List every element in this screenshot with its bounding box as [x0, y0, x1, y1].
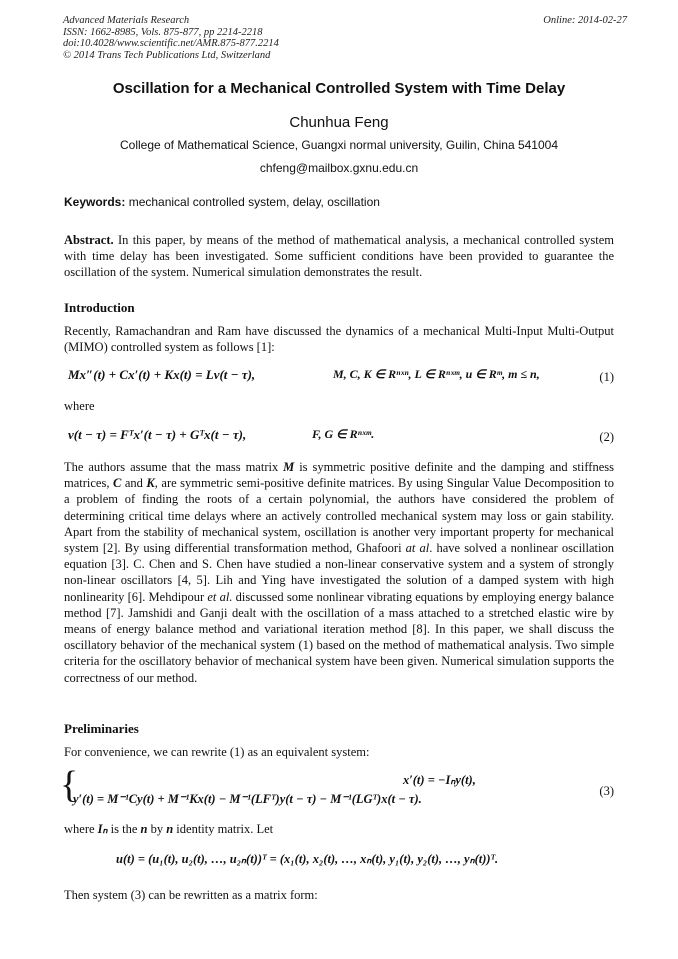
symbol-n-1: n: [140, 822, 148, 836]
equation-3-brace: {: [60, 764, 79, 806]
equation-1-number: (1): [599, 370, 614, 384]
p2-etal-1: at al: [405, 541, 430, 556]
equation-3-number: (3): [599, 784, 614, 798]
p2-text-f: discussed some nonlinear vibrating equations by employing energy balance method [7]. Jamshidi and Ganji dealt with the oscillation of a mass attached to a stretched elastic wire by means of energy balance method and variational iteration method [8]. In this paper, we shall discuss the oscillatory behavior of the mechanical system (1) based on the method of mathematical analysis. Two simple criteria for the oscillatory behavior of mechanical system have been given. Numerical simulation supports the correctness of our method.: [64, 589, 614, 685]
symbol-C: C: [112, 476, 122, 491]
doi-line: doi:10.4028/www.scientific.net/AMR.875-877.2214: [63, 38, 279, 49]
equation-3-line-1: x′(t) = −Iₙy(t),: [403, 773, 476, 787]
abstract-text: In this paper, by means of the method of mathematical analysis, a mechanical controlled system with time delay has been investigated. Some sufficient conditions have been provided to guarantee the oscillation of the system. Numerical simulation demonstrates the result.: [64, 233, 614, 280]
author-name: Chunhua Feng: [289, 114, 389, 131]
p2-text-d: , are symmetric semi-positive definite matrices. By using Singular Value Decomposition to a problem of finding the roots of a certain polynomial, the authors have considered the problem of determining critical time delays where an actively controlled mechanical system may loss or gain stability. Apart from the stability of mechanical system, oscillation is another very important property for mechanical system [2]. By using differential transformation method, Ghafoori: [64, 476, 614, 556]
preliminaries-last-line: Then system (3) can be rewritten as a matrix form:: [64, 888, 318, 902]
p2-text-e: . have solved a nonlinear oscillation equation [3]. C. Chen and S. Chen have studied a non-linear conservative system and a system of strongly non-linear oscillators [4, 5]. Lih and Ying have investigated the solution of a damped system with high nonlinearity [6]. Mehdipour: [64, 541, 614, 604]
author-email: chfeng@mailbox.gxnu.edu.cn: [259, 161, 419, 175]
equation-u: u(t) = (u₁(t), u₂(t), …, u₂ₙ(t))ᵀ = (x₁(t), x₂(t), …, xₙ(t), y₁(t), y₂(t), …, yₙ(t))ᵀ.: [116, 852, 499, 866]
where-a: where: [64, 822, 98, 836]
symbol-n-2: n: [166, 822, 174, 836]
introduction-heading: Introduction: [64, 300, 135, 315]
copyright-line: © 2014 Trans Tech Publications Ltd, Switzerland: [63, 49, 271, 61]
equation-2: v(t − τ) = Fᵀx′(t − τ) + Gᵀx(t − τ),: [68, 427, 247, 442]
abstract-label: Abstract.: [64, 233, 114, 247]
journal-header: [63, 15, 279, 61]
online-date: Online: 2014-02-27: [543, 15, 627, 26]
intro-paragraph-2: [64, 459, 614, 686]
p2-text-c: and: [121, 476, 147, 491]
issn-line: ISSN: 1662-8985, Vols. 875-877, pp 2214-2218: [63, 26, 263, 38]
where-c: by: [147, 822, 167, 836]
keywords-text: mechanical controlled system, delay, oscillation: [125, 195, 380, 209]
paper-title: Oscillation for a Mechanical Controlled System with Time Delay: [112, 80, 566, 97]
equation-1-conditions: M, C, K ∈ Rⁿˣⁿ, L ∈ Rⁿˣᵐ, u ∈ Rᵐ, m ≤ n,: [333, 367, 540, 381]
symbol-M: M: [283, 460, 295, 474]
preliminaries-heading: Preliminaries: [64, 721, 139, 736]
abstract: [64, 232, 614, 281]
keywords: [64, 195, 380, 209]
equation-2-conditions: F, G ∈ Rⁿˣᵐ.: [312, 427, 375, 441]
p2-etal-2: et al.: [207, 589, 233, 604]
where-d: identity matrix. Let: [173, 822, 274, 836]
equation-3-line-2: y′(t) = M⁻¹Cy(t) + M⁻¹Kx(t) − M⁻¹(LFᵀ)y(t − τ) − M⁻¹(LGᵀ)x(t − τ).: [73, 792, 422, 806]
where-text: where: [64, 399, 95, 413]
identity-note: [64, 821, 614, 837]
equation-1: Mx″(t) + Cx′(t) + Kx(t) = Lv(t − τ),: [68, 367, 256, 382]
where-b: is the: [107, 822, 141, 836]
symbol-K: K: [146, 476, 155, 491]
intro-paragraph-1: Recently, Ramachandran and Ram have discussed the dynamics of a mechanical Multi-Input Multi-Output (MIMO) controlled system as follows [1]:: [64, 324, 614, 355]
p2-text-b: is symmetric positive definite and the damping and stiffness matrices,: [64, 460, 614, 491]
affiliation: College of Mathematical Science, Guangxi normal university, Guilin, China 541004: [119, 138, 558, 152]
equation-2-number: (2): [599, 430, 614, 444]
preliminaries-paragraph-1: For convenience, we can rewrite (1) as an equivalent system:: [64, 745, 370, 759]
p2-text-a: The authors assume that the mass matrix: [64, 460, 284, 474]
journal-name: Advanced Materials Research: [63, 15, 190, 26]
symbol-In: Iₙ: [97, 822, 108, 836]
keywords-label: Keywords:: [64, 195, 126, 209]
